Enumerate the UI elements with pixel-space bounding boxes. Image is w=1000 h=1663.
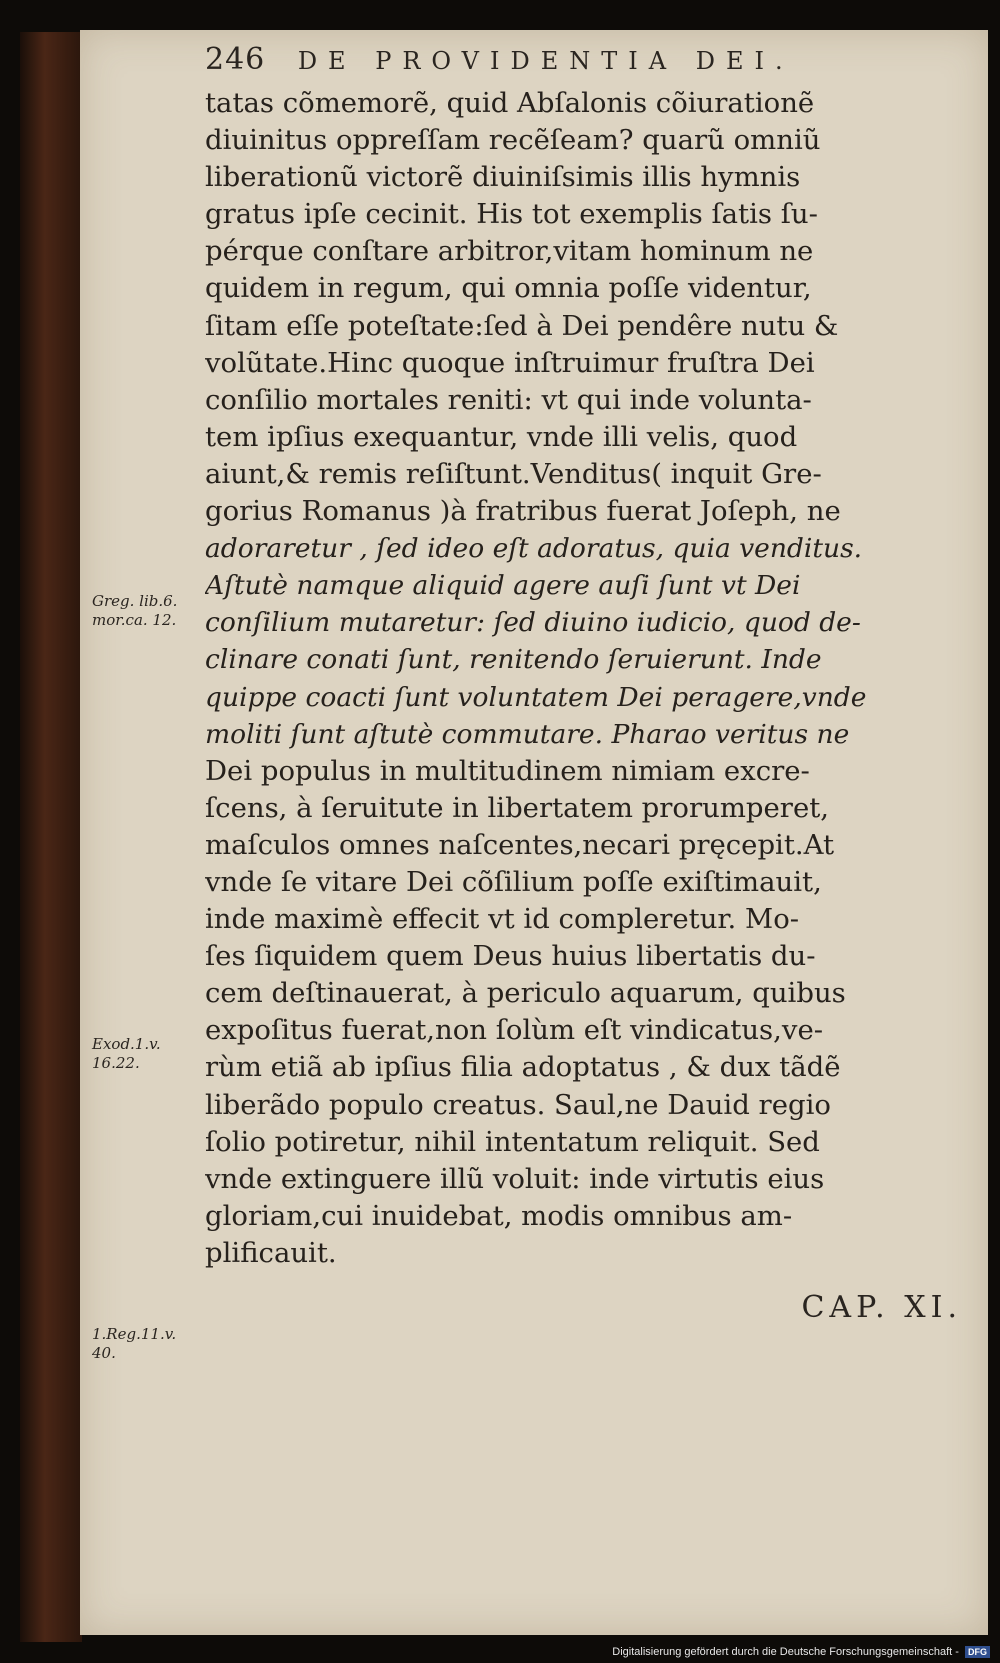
book-binding (20, 32, 82, 1642)
running-title: DE PROVIDENTIA DEI. (297, 47, 794, 75)
text-line: conſilio mortales reniti: vt qui inde volunta- (205, 383, 812, 416)
catchword: CAP. XI. (801, 1290, 962, 1325)
margin-note-reges: 1.Reg.11.v. 40. (92, 1325, 177, 1362)
text-line: gloriam,cui inuidebat, modis omnibus am- (205, 1199, 793, 1232)
text-line: ſolio potiretur, nihil intentatum reliquit. Sed (205, 1125, 820, 1158)
text-line: aiunt,& remis reſiſtunt.Venditus( inquit Gre- (205, 457, 822, 490)
body-text (205, 85, 895, 1272)
text-line: clinare conati ſunt, renitendo ſeruierunt. Inde (205, 644, 822, 676)
text-line: gorius Romanus )à fratribus fuerat Joſeph, ne (205, 495, 841, 528)
credit-text: Digitalisierung gefördert durch die Deutsche Forschungsgemeinschaft - (612, 1646, 959, 1658)
text-line: liberationũ victorẽ diuiniſsimis illis hymnis (205, 161, 801, 194)
text-line: ſes ſiquidem quem Deus huius libertatis du- (205, 940, 816, 973)
text-line: pérque conſtare arbitror,vitam hominum ne (205, 235, 814, 268)
text-line: diuinitus oppreſſam recẽſeam? quarũ omniũ (205, 124, 821, 157)
text-line: quippe coacti ſunt voluntatem Dei peragere,vnde (205, 681, 867, 713)
text-line: maſculos omnes naſcentes,necari pręcepit.At (205, 828, 835, 861)
text-line: ſcens, à ſeruitute in libertatem prorumperet, (205, 791, 830, 824)
text-line: gratus ipſe cecinit. His tot exemplis ſatis ſu- (205, 198, 818, 231)
dfg-logo: DFG (965, 1646, 990, 1658)
text-line: volũtate.Hinc quoque inſtruimur fruſtra Dei (205, 346, 815, 379)
text-line: vnde extinguere illũ voluit: inde virtutis eius (205, 1162, 825, 1195)
text-line: vnde ſe vitare Dei cõſilium poſſe exiſtimauit, (205, 865, 822, 898)
text-line: adoraretur , ſed ideo eſt adoratus, quia venditus. (205, 533, 863, 565)
margin-note-gregory: Greg. lib.6. mor.ca. 12. (92, 592, 178, 629)
text-line: tem ipſius exequantur, vnde illi velis, quod (205, 420, 798, 453)
text-line: plificauit. (205, 1236, 337, 1269)
text-line: inde maximè effecit vt id compleretur. Mo- (205, 903, 800, 936)
text-line: tatas cõmemorẽ, quid Abſalonis cõiurationẽ (205, 87, 815, 119)
running-header (205, 42, 895, 77)
text-line: expoſitus fuerat,non ſolùm eſt vindicatus,ve- (205, 1014, 824, 1047)
text-line: Aſtutè namque aliquid agere auſi ſunt vt Dei (205, 570, 801, 602)
text-line: cem deſtinauerat, à periculo aquarum, quibus (205, 977, 846, 1010)
digitization-credit (612, 1646, 990, 1658)
text-line: conſilium mutaretur: ſed diuino iudicio, quod de- (205, 607, 861, 639)
text-line: quidem in regum, qui omnia poſſe videntur, (205, 272, 812, 305)
page-number: 246 (205, 42, 266, 77)
text-line: liberãdo populo creatus. Saul,ne Dauid regio (205, 1088, 831, 1121)
text-line: Dei populus in multitudinem nimiam excre- (205, 754, 810, 787)
text-line: ſitam eſſe poteſtate:ſed à Dei pendêre nutu & (205, 309, 839, 342)
text-line: moliti ſunt aſtutè commutare. Pharao veritus ne (205, 718, 850, 750)
margin-note-exodus: Exod.1.v. 16.22. (92, 1035, 161, 1072)
text-line: rùm etiã ab ipſius filia adoptatus , & dux tãdẽ (205, 1051, 841, 1084)
